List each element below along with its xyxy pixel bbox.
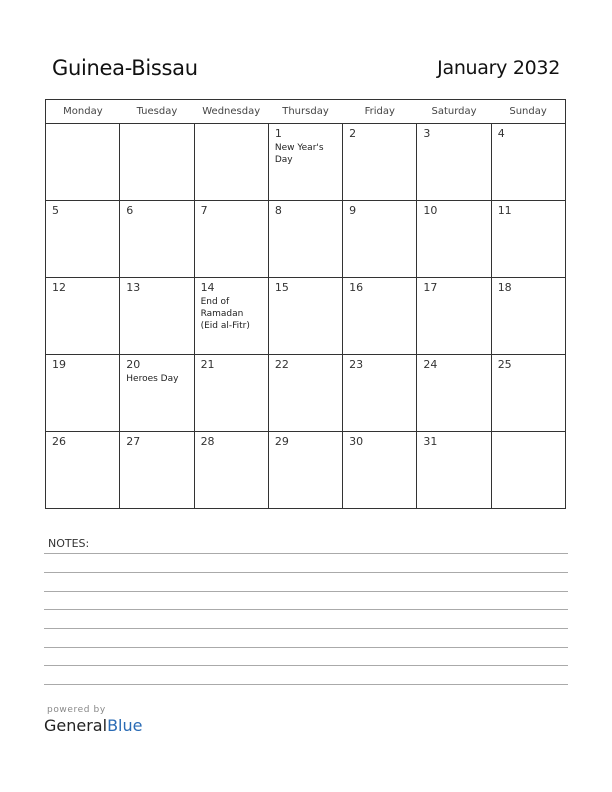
- note-line: [44, 591, 568, 592]
- weekday-header: Friday: [343, 100, 417, 124]
- powered-by-text: powered by: [47, 705, 106, 715]
- day-cell: [120, 355, 194, 432]
- day-number: 22: [274, 358, 289, 371]
- day-number: 10: [423, 204, 438, 217]
- day-number: 25: [497, 358, 512, 371]
- day-cell: [46, 124, 120, 201]
- holiday-label: End of Ramadan (Eid al-Fitr): [200, 297, 250, 331]
- day-cell: [343, 432, 417, 509]
- day-number: [46, 124, 119, 127]
- day-number: 29: [274, 435, 289, 448]
- week-row: [46, 355, 566, 432]
- week-row: [46, 201, 566, 278]
- day-cell: [46, 432, 120, 509]
- day-cell: [343, 278, 417, 355]
- day-number: 24: [423, 358, 438, 371]
- calendar-grid: [45, 99, 566, 509]
- day-number: 26: [52, 435, 66, 448]
- day-cell: [491, 278, 565, 355]
- day-number: 12: [52, 281, 66, 294]
- day-cell: [268, 201, 342, 278]
- day-cell: [268, 278, 342, 355]
- day-cell: [417, 278, 491, 355]
- day-number: 23: [349, 358, 364, 371]
- day-cell: [343, 355, 417, 432]
- day-number: 28: [200, 435, 215, 448]
- day-number: 8: [274, 204, 282, 217]
- day-number: 13: [126, 281, 141, 294]
- day-cell: [194, 201, 268, 278]
- day-cell: [46, 278, 120, 355]
- day-cell: [194, 124, 268, 201]
- day-number: 5: [52, 204, 59, 217]
- day-number: 30: [349, 435, 364, 448]
- note-line: [44, 665, 568, 666]
- note-line: [44, 609, 568, 610]
- note-line: [44, 572, 568, 573]
- week-row: [46, 432, 566, 509]
- brand-blue: Blue: [107, 716, 143, 735]
- day-number: 16: [349, 281, 364, 294]
- day-number: [120, 124, 193, 127]
- day-cell: [46, 355, 120, 432]
- day-cell: [120, 201, 194, 278]
- week-row: [46, 124, 566, 201]
- weekday-header: Sunday: [491, 100, 565, 124]
- weekday-header: Monday: [46, 100, 120, 124]
- day-number: 2: [349, 127, 357, 140]
- note-line: [44, 553, 568, 554]
- day-number: 4: [497, 127, 505, 140]
- day-cell: [417, 201, 491, 278]
- day-cell: [417, 432, 491, 509]
- day-cell: [120, 278, 194, 355]
- day-cell: [417, 355, 491, 432]
- day-number: 20: [126, 358, 141, 371]
- holiday-label: Heroes Day: [126, 374, 179, 384]
- day-number: 1: [274, 127, 282, 140]
- notes-label: NOTES:: [48, 537, 90, 550]
- holiday-label: New Year's Day: [274, 143, 324, 165]
- day-number: 14: [200, 281, 215, 294]
- day-number: 6: [126, 204, 134, 217]
- day-cell: [268, 355, 342, 432]
- weekday-header: Wednesday: [194, 100, 268, 124]
- day-cell: [417, 124, 491, 201]
- note-line: [44, 647, 568, 648]
- day-cell: [491, 355, 565, 432]
- day-cell: [343, 124, 417, 201]
- day-number: 27: [126, 435, 141, 448]
- country-title: Guinea-Bissau: [52, 56, 198, 80]
- weekday-header: Thursday: [268, 100, 342, 124]
- day-cell: [194, 278, 268, 355]
- day-number: 31: [423, 435, 438, 448]
- day-number: 21: [200, 358, 215, 371]
- brand-logo: [44, 716, 142, 735]
- day-cell: [120, 432, 194, 509]
- day-cell: [194, 432, 268, 509]
- day-number: 7: [200, 204, 208, 217]
- day-cell: [120, 124, 194, 201]
- day-cell: [46, 201, 120, 278]
- month-title: January 2032: [437, 57, 560, 79]
- weekday-header: Tuesday: [120, 100, 194, 124]
- day-cell: [491, 432, 565, 509]
- day-number: 17: [423, 281, 438, 294]
- day-cell: [491, 124, 565, 201]
- weekday-header: Saturday: [417, 100, 491, 124]
- day-cell: [343, 201, 417, 278]
- day-number: [492, 432, 565, 435]
- day-number: 11: [497, 204, 512, 217]
- brand-general: General: [44, 716, 108, 735]
- weekday-header-row: [46, 100, 566, 124]
- note-line: [44, 628, 568, 629]
- day-number: 19: [52, 358, 66, 371]
- day-cell: [268, 124, 342, 201]
- week-row: [46, 278, 566, 355]
- day-number: 9: [349, 204, 357, 217]
- note-line: [44, 684, 568, 685]
- day-number: [195, 124, 268, 127]
- day-cell: [268, 432, 342, 509]
- day-cell: [194, 355, 268, 432]
- day-number: 18: [497, 281, 512, 294]
- day-number: 3: [423, 127, 431, 140]
- day-number: 15: [274, 281, 289, 294]
- day-cell: [491, 201, 565, 278]
